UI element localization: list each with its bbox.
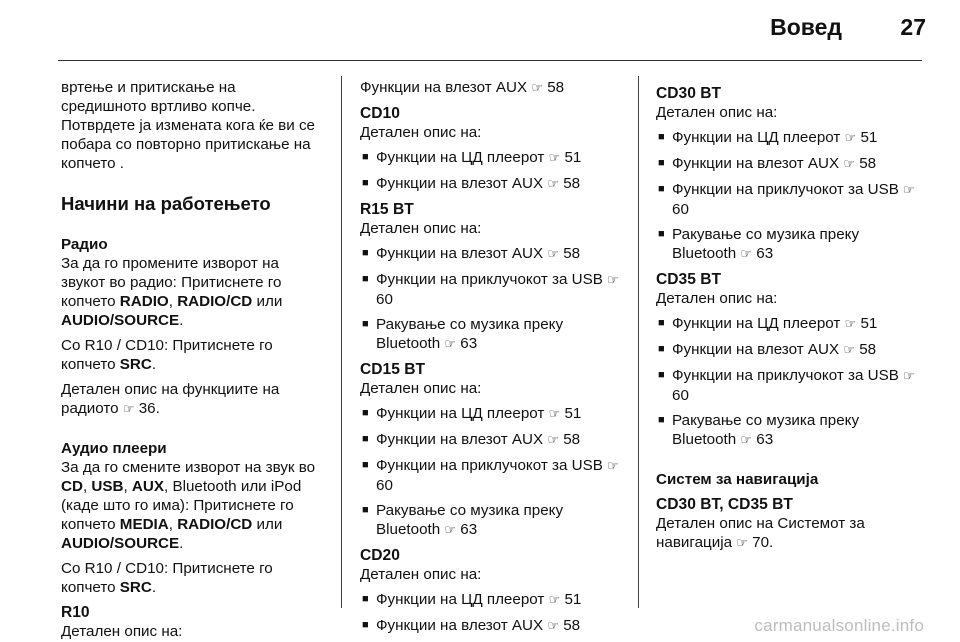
page-ref[interactable]: 58 bbox=[859, 341, 877, 358]
page-ref-icon: ☞ bbox=[903, 369, 915, 384]
page-ref[interactable]: 63 bbox=[756, 245, 774, 262]
watermark: carmanualsonline.info bbox=[754, 616, 924, 635]
column-left bbox=[61, 78, 333, 641]
model-desc: Детален опис на: bbox=[656, 104, 778, 121]
intro-text: вртење и притискање на средишното вртливо копче. Потврдете ја измената кога ќе ви се побара со повторно притискање на копчето . bbox=[61, 79, 315, 172]
key-radio: RADIO bbox=[119, 293, 169, 310]
page-ref[interactable]: 60 bbox=[672, 201, 689, 218]
navigation-text: Детален опис на Системот за навигација ☞ 70. bbox=[656, 515, 865, 551]
radio-r10-note: Со R10 / CD10: Притиснете го копчето SRC. bbox=[61, 337, 273, 373]
list-item: ■ Функции на приклучокот за USB ☞ 60 bbox=[656, 366, 918, 405]
page-ref-icon: ☞ bbox=[548, 593, 561, 608]
page-ref[interactable]: 60 bbox=[376, 477, 393, 494]
model-title: CD20 bbox=[360, 547, 400, 564]
page-ref-icon: ☞ bbox=[844, 131, 857, 146]
page-ref-icon: ☞ bbox=[547, 433, 559, 448]
list-item: ■ Ракување со музика преку Bluetooth ☞ 63 bbox=[656, 411, 918, 450]
list-item: ■ Функции на влезот AUX ☞ 58 bbox=[360, 616, 622, 636]
model-desc: Детален опис на: bbox=[360, 566, 482, 583]
page-ref[interactable]: 51 bbox=[564, 591, 582, 608]
page-ref[interactable]: 51 bbox=[564, 149, 582, 166]
page-ref[interactable]: 51 bbox=[564, 405, 582, 422]
feature-list bbox=[656, 128, 918, 264]
list-item: ■ Функции на приклучокот за USB ☞ 60 bbox=[360, 270, 622, 309]
list-item: ■ Функции на ЦД плеерот ☞ 51 bbox=[360, 148, 622, 168]
page-ref[interactable]: 58 bbox=[547, 79, 565, 96]
key-radio-cd: RADIO/CD bbox=[177, 293, 253, 310]
page-ref-icon: ☞ bbox=[843, 343, 855, 358]
page-ref-icon: ☞ bbox=[844, 317, 857, 332]
model-desc: Детален опис на: bbox=[360, 380, 482, 397]
audio-players-text: За да го смените изворот на звук во CD, USB, AUX, Bluetooth или iPod (каде што го има): Притиснете го копчето MEDIA, RADIO/CD или AUDIO/SOURCE. bbox=[61, 459, 316, 552]
list-item: ■ Функции на влезот AUX ☞ 58 bbox=[656, 340, 918, 360]
page-ref-icon: ☞ bbox=[547, 619, 559, 634]
model-desc: Детален опис на: bbox=[61, 623, 183, 640]
list-item: Функции на влезот AUX ☞ 58 bbox=[360, 79, 565, 96]
column-right bbox=[656, 78, 918, 553]
page-ref-icon: ☞ bbox=[607, 459, 619, 474]
model-desc: Детален опис на: bbox=[656, 290, 778, 307]
column-middle bbox=[360, 78, 622, 636]
section-heading: Начини на работењето bbox=[61, 193, 271, 214]
model-title: CD35 BT bbox=[656, 271, 721, 288]
page-ref-icon: ☞ bbox=[531, 81, 543, 96]
model-title-cd30-cd35: CD30 BT, CD35 BT bbox=[656, 496, 793, 513]
page-ref[interactable]: 58 bbox=[563, 431, 581, 448]
page-ref-icon: ☞ bbox=[444, 337, 457, 352]
page-ref[interactable]: 60 bbox=[376, 291, 393, 308]
page-ref-icon: ☞ bbox=[843, 157, 855, 172]
list-item: ■ Ракување со музика преку Bluetooth ☞ 63 bbox=[656, 225, 918, 264]
page-ref[interactable]: 51 bbox=[860, 129, 878, 146]
list-item: ■ Функции на приклучокот за USB ☞ 60 bbox=[656, 180, 918, 219]
model-title: CD30 BT bbox=[656, 85, 721, 102]
list-item: ■ Функции на влезот AUX ☞ 58 bbox=[360, 174, 622, 194]
audio-players-heading: Аудио плеери bbox=[61, 440, 167, 457]
page-ref-icon: ☞ bbox=[122, 402, 135, 417]
model-desc: Детален опис на: bbox=[360, 124, 482, 141]
page-ref-icon: ☞ bbox=[740, 247, 753, 262]
audio-r10-note: Со R10 / CD10: Притиснете го копчето SRC. bbox=[61, 560, 273, 596]
page-ref-icon: ☞ bbox=[547, 177, 559, 192]
page-ref-icon: ☞ bbox=[740, 433, 753, 448]
feature-list bbox=[360, 404, 622, 540]
list-item: ■ Функции на влезот AUX ☞ 58 bbox=[656, 154, 918, 174]
page-ref[interactable]: 58 bbox=[563, 617, 581, 634]
page-ref[interactable]: 58 bbox=[859, 155, 877, 172]
radio-reference: Детален опис на функциите на радиото ☞ 36. bbox=[61, 381, 280, 417]
page-ref-icon: ☞ bbox=[736, 536, 748, 551]
page-ref-icon: ☞ bbox=[548, 407, 561, 422]
column-divider bbox=[341, 76, 342, 608]
key-src: SRC bbox=[119, 356, 152, 373]
page-ref[interactable]: 63 bbox=[460, 335, 478, 352]
page-ref-icon: ☞ bbox=[548, 151, 561, 166]
model-title: CD10 bbox=[360, 105, 400, 122]
navigation-heading: Систем за навигација bbox=[656, 471, 819, 488]
page-ref-icon: ☞ bbox=[607, 273, 619, 288]
model-title: CD15 BT bbox=[360, 361, 425, 378]
page-ref[interactable]: 58 bbox=[563, 175, 581, 192]
radio-heading: Радио bbox=[61, 236, 108, 253]
page-ref[interactable]: 63 bbox=[460, 521, 478, 538]
list-item: ■ Функции на влезот AUX ☞ 58 bbox=[360, 430, 622, 450]
page-ref-icon: ☞ bbox=[547, 247, 559, 262]
header-rule bbox=[58, 60, 922, 61]
list-item: ■ Функции на ЦД плеерот ☞ 51 bbox=[360, 590, 622, 610]
feature-list bbox=[360, 244, 622, 354]
model-desc: Детален опис на: bbox=[360, 220, 482, 237]
page-ref-icon: ☞ bbox=[444, 523, 457, 538]
list-item: ■ Функции на ЦД плеерот ☞ 51 bbox=[360, 404, 622, 424]
list-item: ■ Функции на приклучокот за USB ☞ 60 bbox=[360, 456, 622, 495]
model-title: R15 BT bbox=[360, 201, 414, 218]
page-number: 27 bbox=[900, 14, 926, 40]
list-item: ■ Функции на ЦД плеерот ☞ 51 bbox=[656, 128, 918, 148]
list-item: ■ Ракување со музика преку Bluetooth ☞ 63 bbox=[360, 501, 622, 540]
feature-list bbox=[360, 590, 622, 636]
model-title-r10: R10 bbox=[61, 604, 90, 621]
page-ref[interactable]: 51 bbox=[860, 315, 878, 332]
list-item: ■ Функции на влезот AUX ☞ 58 bbox=[360, 244, 622, 264]
chapter-title: Вовед bbox=[770, 14, 842, 40]
feature-list bbox=[656, 314, 918, 450]
page-ref[interactable]: 70. bbox=[752, 534, 774, 551]
radio-text: За да го промените изворот на звукот во радио: Притиснете го копчето RADIO, RADIO/CD или AUDIO/SOURCE. bbox=[61, 255, 283, 329]
feature-list bbox=[360, 148, 622, 194]
column-divider bbox=[638, 76, 639, 608]
page-ref[interactable]: 58 bbox=[563, 245, 581, 262]
page-ref[interactable]: 63 bbox=[756, 431, 774, 448]
list-item: ■ Функции на ЦД плеерот ☞ 51 bbox=[656, 314, 918, 334]
page-ref[interactable]: 60 bbox=[672, 387, 689, 404]
list-item: ■ Ракување со музика преку Bluetooth ☞ 63 bbox=[360, 315, 622, 354]
key-audio-source: AUDIO/SOURCE bbox=[61, 312, 180, 329]
page-ref-icon: ☞ bbox=[903, 183, 915, 198]
page-ref[interactable]: 36. bbox=[138, 400, 160, 417]
